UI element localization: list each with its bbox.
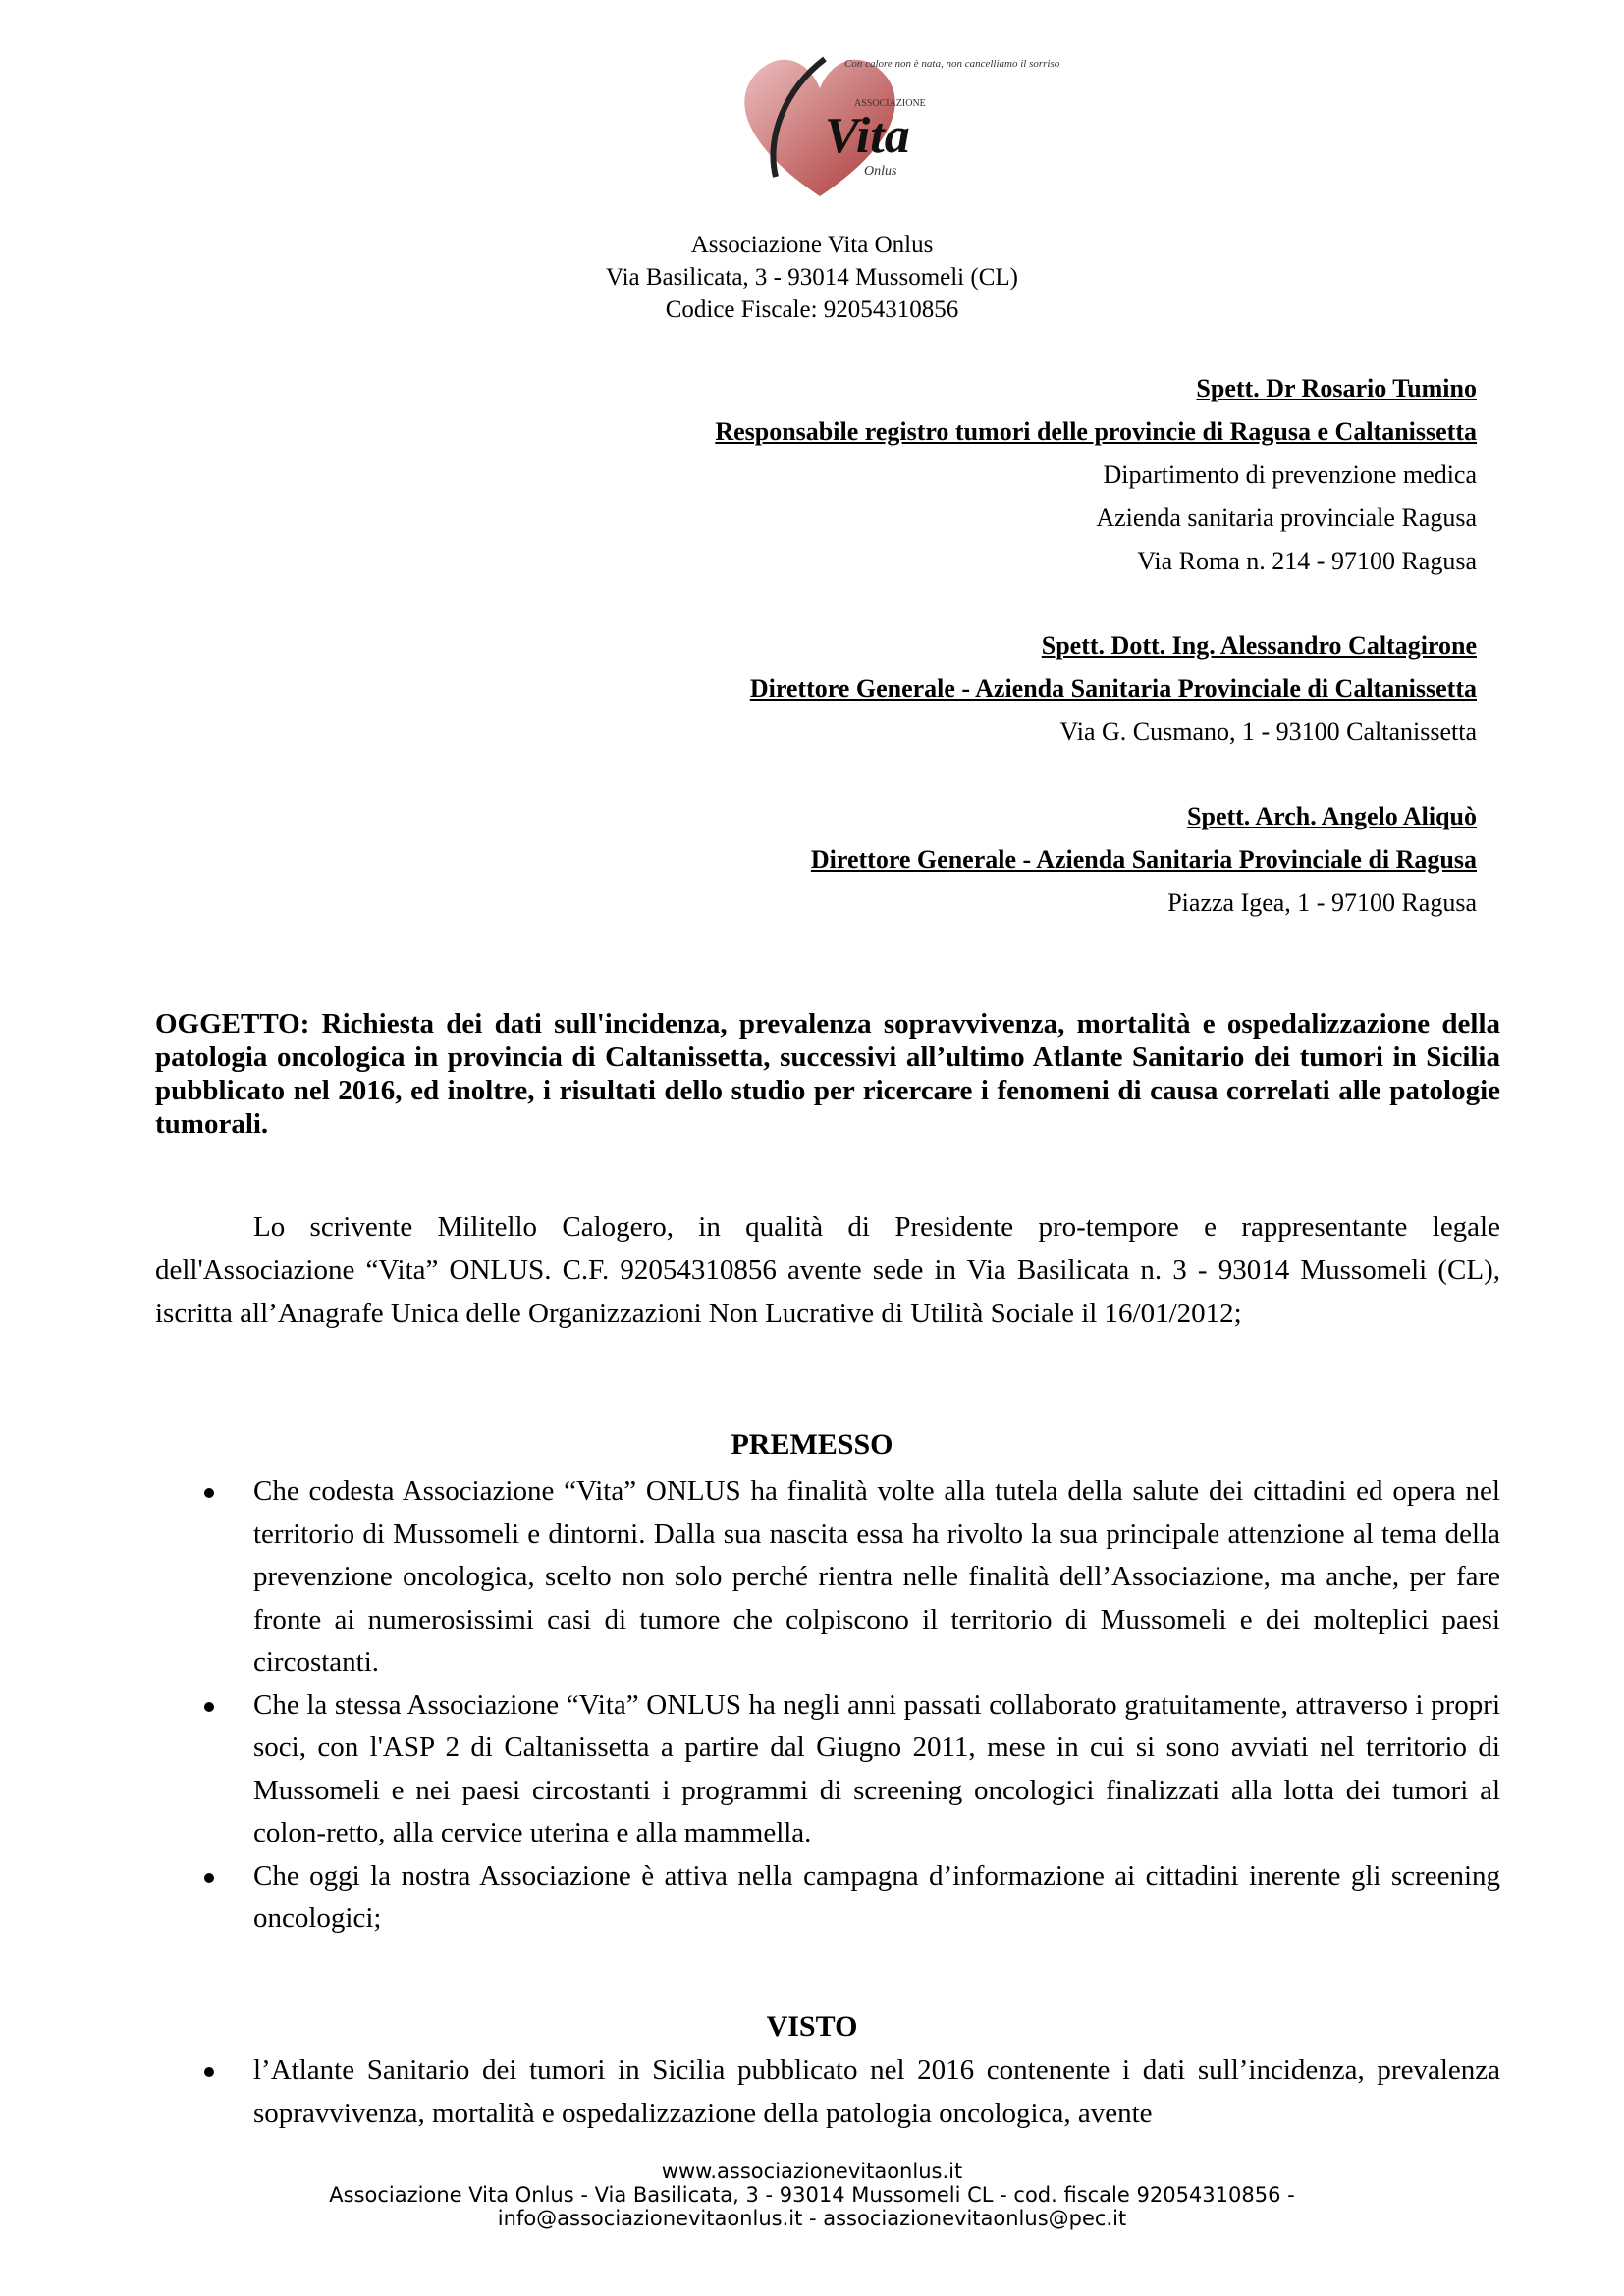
recipient-title: Spett. Dr Rosario Tumino [1196,374,1477,402]
list-item: l’Atlante Sanitario dei tumori in Sicilia pubblicato nel 2016 contenente i dati sull’incidenza, prevalenza sopravvivenza, mortalità e ospedalizzazione della patologia oncologica, avente [155,2050,1500,2135]
svg-text:Con calore non è nata, non can: Con calore non è nata, non cancelliamo il sorriso [844,58,1060,70]
recipient [200,795,1477,925]
recipient-line: Via Roma n. 214 - 97100 Ragusa [1137,547,1477,575]
recipient-line: Dipartimento di prevenzione medica [1103,460,1477,489]
sender-block [0,229,1624,326]
visto-list [155,2050,1500,2135]
premesso-heading: PREMESSO [731,1428,893,1461]
list-item: Che codesta Associazione “Vita” ONLUS ha finalità volte alla tutela della salute dei cittadini ed opera nel territorio di Mussomeli e dintorni. Dalla sua nascita essa ha rivolto la sua principale attenzione al tema della prevenzione oncologica, scelto non solo perché rientra nelle finalità dell’Associazione, ma anche, per fare fronte ai numerosissimi casi di tumore che colpiscono il territorio di Mussomeli e dei molteplici paesi circostanti. [155,1470,1500,1684]
footer-contacts[interactable]: info@associazionevitaonlus.it - associazionevitaonlus@pec.it [497,2207,1127,2230]
footer-website[interactable]: www.associazionevitaonlus.it [661,2160,963,2183]
recipient-title: Spett. Dott. Ing. Alessandro Caltagirone [1041,631,1477,660]
sender-fiscal-code: Codice Fiscale: 92054310856 [665,296,959,323]
recipient-line: Via G. Cusmano, 1 - 93100 Caltanissetta [1059,718,1477,746]
sender-name: Associazione Vita Onlus [690,232,934,258]
association-logo [707,29,1060,211]
bullet-icon [204,2067,214,2077]
recipient-role: Responsabile registro tumori delle provincie di Ragusa e Caltanissetta [715,417,1477,446]
list-item: Che oggi la nostra Associazione è attiva nella campagna d’informazione ai cittadini inerente gli screening oncologici; [155,1855,1500,1941]
recipient-line: Azienda sanitaria provinciale Ragusa [1096,504,1477,532]
footer-address: Associazione Vita Onlus - Via Basilicata, 3 - 93014 Mussomeli CL - cod. fiscale 92054310856 - [329,2183,1295,2207]
subject-paragraph: OGGETTO: Richiesta dei dati sull'incidenza, prevalenza sopravvivenza, mortalità e ospedalizzazione della patologia oncologica in provincia di Caltanissetta, successivi all’ultimo Atlante Sanitario dei tumori in Sicilia pubblicato nel 2016, ed inoltre, i risultati dello studio per ricercare i fenomeni di causa correlati alle patologie tumorali. [155,1008,1500,1140]
bullet-icon [204,1488,214,1498]
sender-address: Via Basilicata, 3 - 93014 Mussomeli (CL) [606,264,1018,291]
recipient-line: Piazza Igea, 1 - 97100 Ragusa [1167,888,1477,917]
bullet-icon [204,1873,214,1883]
page-footer [0,2160,1624,2230]
visto-heading: VISTO [766,2010,858,2043]
recipient [200,624,1477,754]
recipients-block [200,367,1477,966]
bullet-icon [204,1702,214,1712]
list-item: Che la stessa Associazione “Vita” ONLUS ha negli anni passati collaborato gratuitamente, attraverso i propri soci, con l'ASP 2 di Caltanissetta a partire dal Giugno 2011, mese in cui si sono avviati nel territorio di Mussomeli e nei paesi circostanti i programmi di screening oncologici finalizzati alla lotta dei tumori al colon-retto, alla cervice uterina e alla mammella. [155,1684,1500,1855]
recipient-role: Direttore Generale - Azienda Sanitaria Provinciale di Caltanissetta [749,674,1477,703]
svg-text:ASSOCIAZIONE: ASSOCIAZIONE [854,98,926,109]
recipient [200,367,1477,583]
intro-paragraph: Lo scrivente Militello Calogero, in qualità di Presidente pro-tempore e rappresentante legale dell'Associazione “Vita” ONLUS. C.F. 92054310856 avente sede in Via Basilicata n. 3 - 93014 Mussomeli (CL), iscritta all’Anagrafe Unica delle Organizzazioni Non Lucrative di Utilità Sociale il 16/01/2012; [155,1211,1500,1329]
svg-text:Onlus: Onlus [864,164,897,179]
svg-text:Vita: Vita [825,108,910,164]
premesso-list [155,1470,1500,1941]
recipient-role: Direttore Generale - Azienda Sanitaria Provinciale di Ragusa [810,845,1477,874]
recipient-title: Spett. Arch. Angelo Aliquò [1187,802,1477,830]
